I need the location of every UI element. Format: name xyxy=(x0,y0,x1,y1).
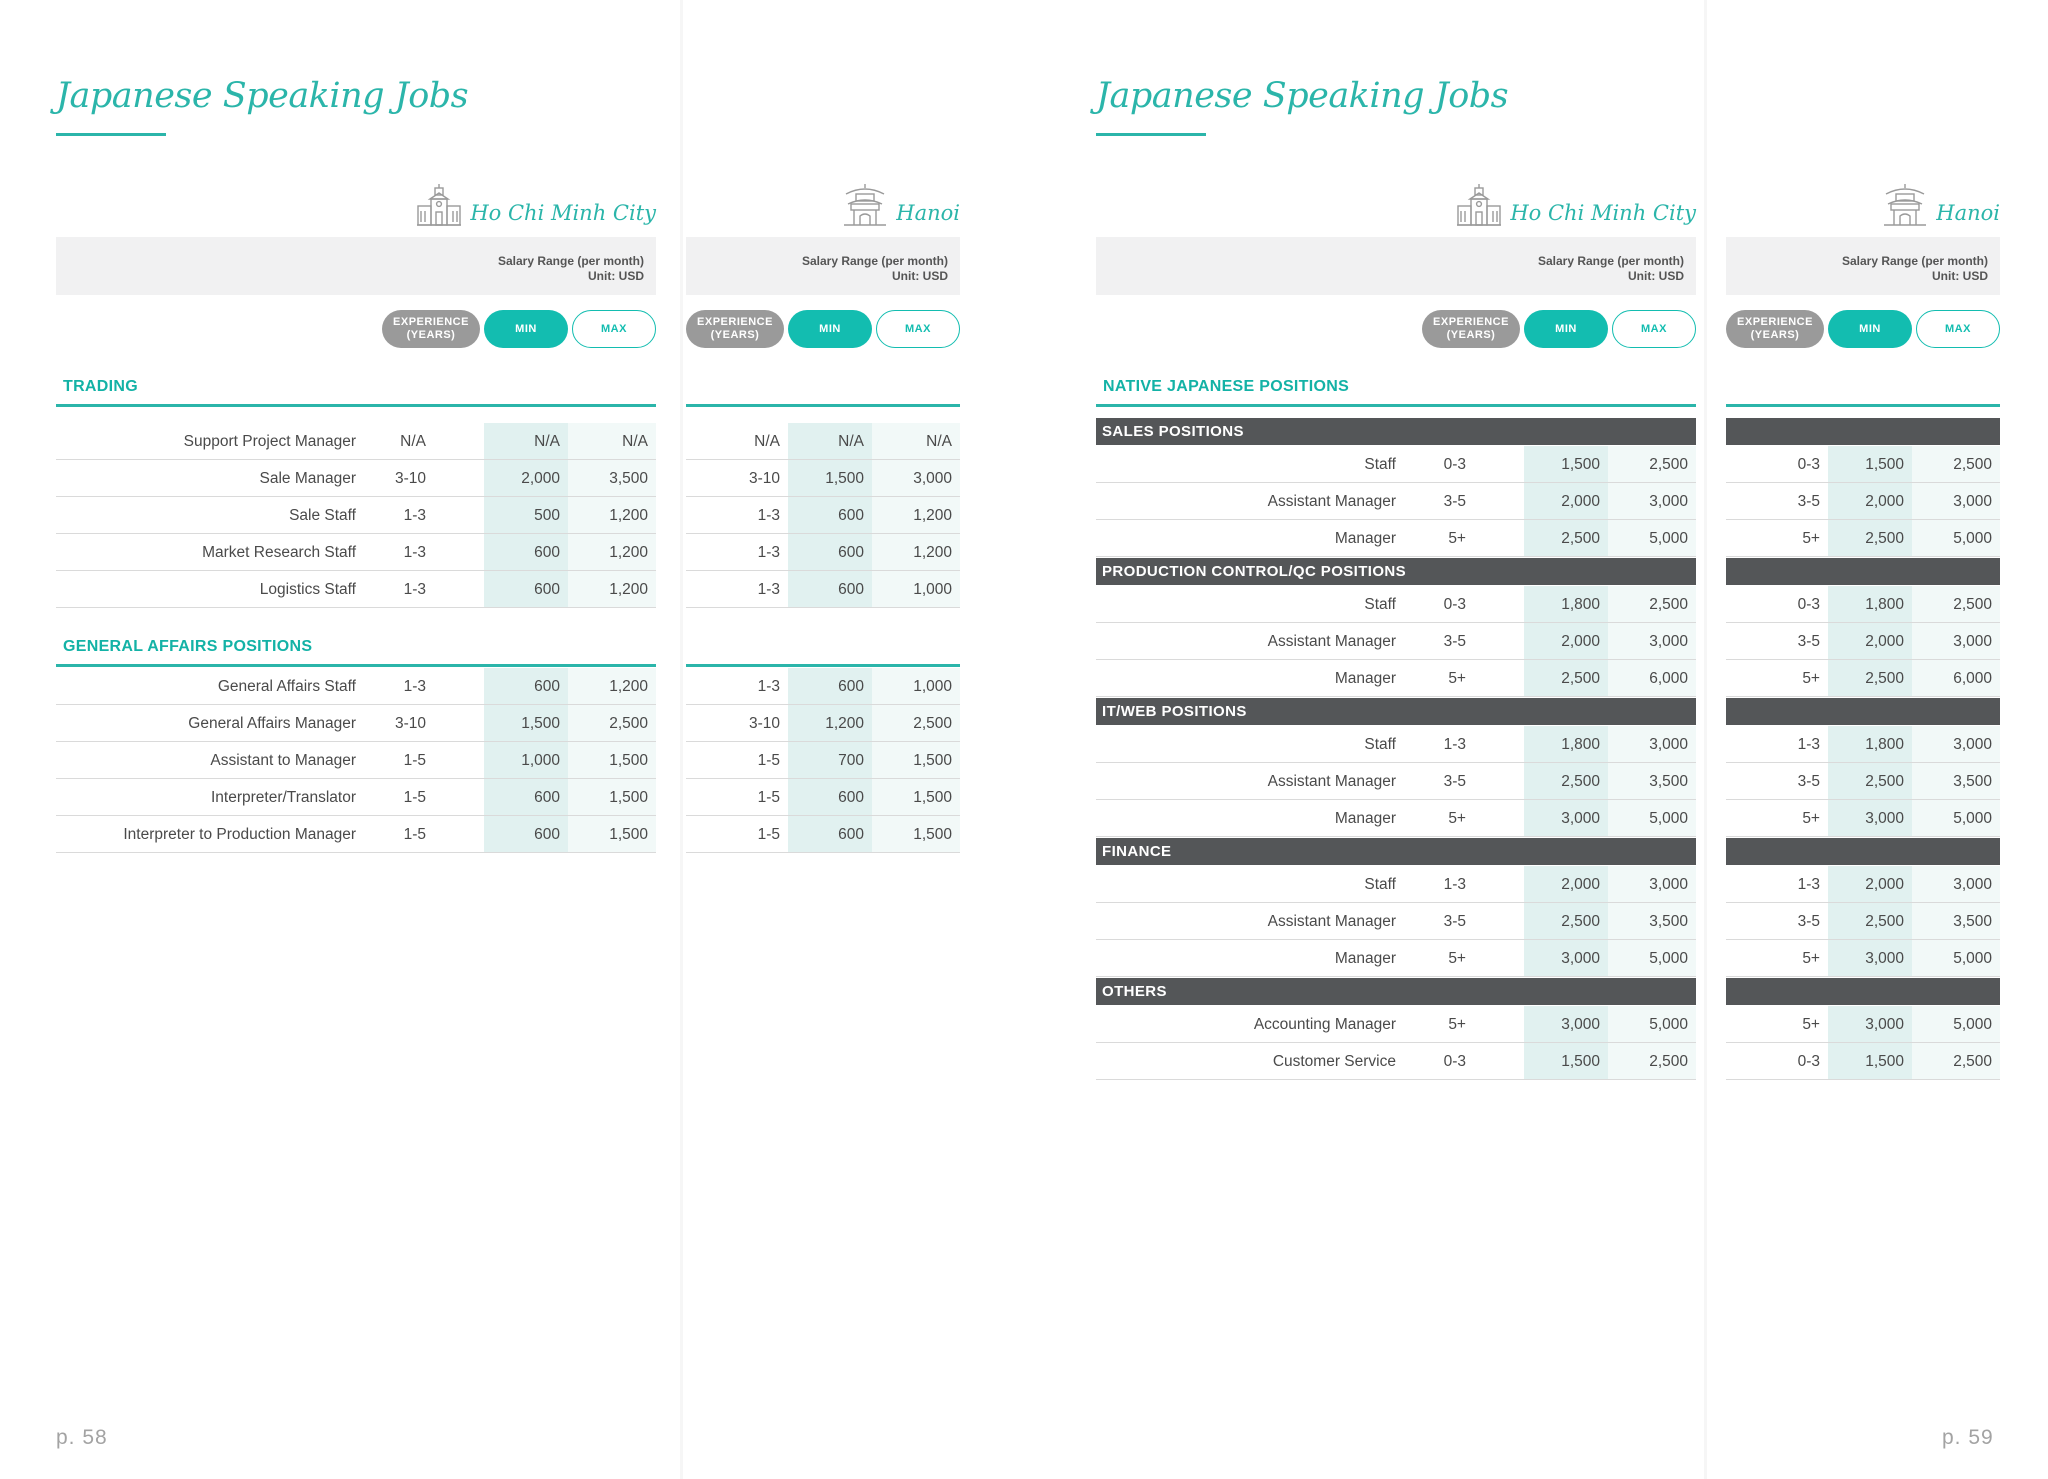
max-salary-value: 2,500 xyxy=(1608,586,1696,623)
min-salary-value: 600 xyxy=(484,534,568,571)
row-divider xyxy=(1096,556,1696,558)
position-name: Manager xyxy=(1334,810,1396,827)
experience-value: 5+ xyxy=(1448,530,1466,547)
min-salary-value: 1,500 xyxy=(484,705,568,742)
min-salary-value: 700 xyxy=(788,742,872,779)
position-name: Assistant Manager xyxy=(1267,773,1396,790)
row-divider xyxy=(686,607,960,609)
city-name-hanoi: Hanoi xyxy=(1936,201,2000,225)
section-rule xyxy=(686,404,960,407)
min-salary-value: 600 xyxy=(484,779,568,816)
table-row xyxy=(56,497,656,534)
unit-label: Unit: USD xyxy=(1628,269,1684,283)
min-salary-value: 2,000 xyxy=(1828,623,1912,660)
min-salary-value: N/A xyxy=(484,423,568,460)
position-name: General Affairs Staff xyxy=(217,678,356,695)
max-salary-value: 3,000 xyxy=(1608,726,1696,763)
hanoi-table xyxy=(686,0,960,1479)
table-row xyxy=(56,668,656,705)
min-salary-value: 3,000 xyxy=(1828,800,1912,837)
group-header-bar: IT/WEB POSITIONS xyxy=(1096,698,1696,725)
row-divider xyxy=(1726,836,2000,838)
min-salary-value: 2,000 xyxy=(1828,483,1912,520)
salary-range-header xyxy=(1726,237,2000,295)
section-rule xyxy=(56,404,656,407)
section-title: GENERAL AFFAIRS POSITIONS xyxy=(63,638,313,655)
max-salary-value: N/A xyxy=(872,423,960,460)
min-pill: MIN xyxy=(484,310,568,348)
experience-value: 1-5 xyxy=(403,826,426,843)
experience-value: 1-5 xyxy=(403,752,426,769)
max-salary-value: 2,500 xyxy=(1912,446,2000,483)
group-header-bar: FINANCE xyxy=(1096,838,1696,865)
page-title: Japanese Speaking Jobs xyxy=(1096,76,1509,116)
max-salary-value: N/A xyxy=(568,423,656,460)
position-name: Staff xyxy=(1364,456,1396,473)
experience-value: 5+ xyxy=(1448,670,1466,687)
min-salary-value: 1,800 xyxy=(1828,586,1912,623)
min-salary-value: 3,000 xyxy=(1524,940,1608,977)
table-row xyxy=(686,668,960,705)
min-pill: MIN xyxy=(788,310,872,348)
max-salary-value: 5,000 xyxy=(1608,1006,1696,1043)
table-row xyxy=(686,497,960,534)
max-salary-value: 1,200 xyxy=(872,497,960,534)
table-row xyxy=(1726,940,2000,977)
max-salary-value: 3,000 xyxy=(1912,726,2000,763)
min-salary-value: 600 xyxy=(788,534,872,571)
table-row xyxy=(1096,903,1696,940)
max-salary-value: 3,000 xyxy=(1608,483,1696,520)
experience-value: 1-5 xyxy=(757,752,780,769)
table-row xyxy=(1726,623,2000,660)
table-row xyxy=(1096,726,1696,763)
group-header-bar: PRODUCTION CONTROL/QC POSITIONS xyxy=(1096,558,1696,585)
table-row xyxy=(686,534,960,571)
section-rule xyxy=(56,664,656,667)
page-gutter xyxy=(680,0,683,1479)
table-row xyxy=(1096,866,1696,903)
max-salary-value: 5,000 xyxy=(1912,940,2000,977)
section-rule xyxy=(686,664,960,667)
max-salary-value: 3,500 xyxy=(1912,903,2000,940)
min-salary-value: 600 xyxy=(788,668,872,705)
experience-value: 1-3 xyxy=(757,544,780,561)
experience-value: 3-5 xyxy=(1443,773,1466,790)
row-divider xyxy=(56,607,656,609)
max-salary-value: 2,500 xyxy=(872,705,960,742)
experience-pill: EXPERIENCE (YEARS) xyxy=(382,310,480,348)
table-row xyxy=(1096,520,1696,557)
experience-value: 1-3 xyxy=(403,544,426,561)
table-row xyxy=(1096,1006,1696,1043)
experience-value: 0-3 xyxy=(1797,1053,1820,1070)
min-salary-value: 3,000 xyxy=(1524,1006,1608,1043)
experience-value: 1-3 xyxy=(403,507,426,524)
table-row xyxy=(1726,586,2000,623)
table-row xyxy=(1096,660,1696,697)
max-salary-value: 5,000 xyxy=(1912,800,2000,837)
experience-value: 3-5 xyxy=(1797,633,1820,650)
table-row xyxy=(686,423,960,460)
max-salary-value: 3,500 xyxy=(568,460,656,497)
min-salary-value: 600 xyxy=(788,779,872,816)
experience-value: 1-3 xyxy=(1797,736,1820,753)
experience-value: 1-3 xyxy=(757,678,780,695)
salary-range-header xyxy=(686,237,960,295)
table-row xyxy=(56,460,656,497)
unit-label: Unit: USD xyxy=(1932,269,1988,283)
min-salary-value: 1,800 xyxy=(1524,586,1608,623)
table-row xyxy=(686,705,960,742)
min-salary-value: 3,000 xyxy=(1828,940,1912,977)
page-number: p. 58 xyxy=(56,1426,108,1449)
experience-value: 5+ xyxy=(1448,950,1466,967)
row-divider xyxy=(56,852,656,854)
experience-value: N/A xyxy=(400,433,426,450)
min-salary-value: 600 xyxy=(484,668,568,705)
experience-value: 5+ xyxy=(1802,530,1820,547)
city-hall-icon xyxy=(1456,182,1502,228)
table-row xyxy=(1726,446,2000,483)
max-salary-value: 1,000 xyxy=(872,668,960,705)
max-salary-value: 1,200 xyxy=(568,571,656,608)
page-gutter xyxy=(1704,0,1707,1479)
min-salary-value: 2,500 xyxy=(1828,903,1912,940)
position-name: Manager xyxy=(1334,670,1396,687)
min-salary-value: 600 xyxy=(484,571,568,608)
max-salary-value: 3,500 xyxy=(1608,763,1696,800)
page-title: Japanese Speaking Jobs xyxy=(56,76,469,116)
row-divider xyxy=(1726,1079,2000,1081)
table-row xyxy=(686,571,960,608)
min-salary-value: 2,500 xyxy=(1524,763,1608,800)
group-header-bar: OTHERS xyxy=(1096,978,1696,1005)
hanoi-table xyxy=(1726,0,2000,1479)
city-header-hanoi xyxy=(1882,180,2000,228)
table-row xyxy=(686,816,960,853)
max-salary-value: 1,500 xyxy=(872,816,960,853)
max-salary-value: 1,200 xyxy=(568,668,656,705)
max-salary-value: 3,000 xyxy=(872,460,960,497)
row-divider xyxy=(1726,696,2000,698)
table-row xyxy=(1096,623,1696,660)
table-row xyxy=(1096,1043,1696,1080)
position-name: Customer Service xyxy=(1272,1053,1396,1070)
section-rule xyxy=(1096,404,1696,407)
experience-value: 5+ xyxy=(1802,670,1820,687)
table-row xyxy=(1726,483,2000,520)
max-salary-value: 1,200 xyxy=(568,497,656,534)
table-row xyxy=(56,534,656,571)
max-salary-value: 2,500 xyxy=(1912,1043,2000,1080)
position-name: Assistant Manager xyxy=(1267,493,1396,510)
group-header-bar xyxy=(1726,838,2000,865)
table-row xyxy=(686,460,960,497)
max-salary-value: 3,000 xyxy=(1912,623,2000,660)
row-divider xyxy=(1096,976,1696,978)
position-name: Assistant to Manager xyxy=(210,752,356,769)
row-divider xyxy=(1726,556,2000,558)
position-name: Staff xyxy=(1364,876,1396,893)
min-salary-value: 1,500 xyxy=(1524,1043,1608,1080)
position-name: Sale Staff xyxy=(289,507,356,524)
max-salary-value: 5,000 xyxy=(1912,1006,2000,1043)
table-row xyxy=(1726,726,2000,763)
max-salary-value: 5,000 xyxy=(1608,800,1696,837)
salary-range-label: Salary Range (per month) xyxy=(1841,254,1988,268)
section-rule xyxy=(1726,404,2000,407)
table-row xyxy=(1726,866,2000,903)
table-row xyxy=(1726,903,2000,940)
min-salary-value: 2,000 xyxy=(1524,483,1608,520)
experience-value: 3-5 xyxy=(1797,773,1820,790)
min-salary-value: 2,500 xyxy=(1828,763,1912,800)
experience-pill: EXPERIENCE (YEARS) xyxy=(1726,310,1824,348)
table-row xyxy=(1726,1006,2000,1043)
experience-value: 1-3 xyxy=(403,581,426,598)
min-salary-value: 1,200 xyxy=(788,705,872,742)
experience-value: 1-3 xyxy=(757,507,780,524)
table-row xyxy=(686,742,960,779)
table-row xyxy=(56,423,656,460)
city-header-hcm xyxy=(1456,180,1696,228)
min-salary-value: 2,000 xyxy=(1524,623,1608,660)
min-salary-value: 600 xyxy=(484,816,568,853)
experience-value: 5+ xyxy=(1448,1016,1466,1033)
position-name: Interpreter/Translator xyxy=(210,789,356,806)
position-name: Manager xyxy=(1334,530,1396,547)
max-pill: MAX xyxy=(572,310,656,348)
experience-pill: EXPERIENCE (YEARS) xyxy=(1422,310,1520,348)
table-row xyxy=(1096,763,1696,800)
min-pill: MIN xyxy=(1524,310,1608,348)
city-name-hanoi: Hanoi xyxy=(896,201,960,225)
experience-pill: EXPERIENCE (YEARS) xyxy=(686,310,784,348)
position-name: Logistics Staff xyxy=(259,581,356,598)
table-row xyxy=(1726,763,2000,800)
max-salary-value: 1,500 xyxy=(568,779,656,816)
table-row xyxy=(56,571,656,608)
table-row xyxy=(56,816,656,853)
row-divider xyxy=(1726,976,2000,978)
position-name: Support Project Manager xyxy=(183,433,356,450)
experience-value: 3-10 xyxy=(394,470,426,487)
experience-value: 1-3 xyxy=(403,678,426,695)
experience-value: 1-5 xyxy=(757,826,780,843)
max-salary-value: 1,500 xyxy=(872,742,960,779)
experience-value: 3-10 xyxy=(748,715,780,732)
min-salary-value: 600 xyxy=(788,816,872,853)
min-salary-value: 600 xyxy=(788,571,872,608)
hcm-table xyxy=(56,0,656,1479)
position-name: Staff xyxy=(1364,596,1396,613)
group-header-bar xyxy=(1726,558,2000,585)
table-row xyxy=(1726,1043,2000,1080)
hcm-table xyxy=(1096,0,1696,1479)
position-name: Assistant Manager xyxy=(1267,913,1396,930)
page-number: p. 59 xyxy=(1942,1426,1994,1449)
row-divider xyxy=(1096,836,1696,838)
experience-value: 3-10 xyxy=(394,715,426,732)
row-divider xyxy=(686,852,960,854)
experience-value: 0-3 xyxy=(1797,456,1820,473)
experience-value: 1-5 xyxy=(403,789,426,806)
city-header-hanoi xyxy=(842,180,960,228)
group-header-bar: SALES POSITIONS xyxy=(1096,418,1696,445)
experience-value: 3-5 xyxy=(1443,493,1466,510)
min-salary-value: 2,500 xyxy=(1524,520,1608,557)
salary-range-label: Salary Range (per month) xyxy=(497,254,644,268)
row-divider xyxy=(1096,696,1696,698)
table-row xyxy=(56,742,656,779)
position-name: Manager xyxy=(1334,950,1396,967)
experience-value: 1-5 xyxy=(757,789,780,806)
max-salary-value: 3,000 xyxy=(1608,866,1696,903)
city-hall-icon xyxy=(416,182,462,228)
min-salary-value: 500 xyxy=(484,497,568,534)
max-salary-value: 5,000 xyxy=(1912,520,2000,557)
salary-range-label: Salary Range (per month) xyxy=(1537,254,1684,268)
table-row xyxy=(1096,446,1696,483)
table-row xyxy=(1096,940,1696,977)
max-salary-value: 1,500 xyxy=(568,816,656,853)
max-salary-value: 1,200 xyxy=(872,534,960,571)
experience-value: 3-5 xyxy=(1443,913,1466,930)
min-salary-value: 3,000 xyxy=(1828,1006,1912,1043)
experience-value: 3-5 xyxy=(1797,913,1820,930)
table-row xyxy=(1096,586,1696,623)
min-salary-value: 1,500 xyxy=(1524,446,1608,483)
max-salary-value: 3,000 xyxy=(1912,866,2000,903)
max-salary-value: 3,000 xyxy=(1912,483,2000,520)
table-row xyxy=(1726,660,2000,697)
max-pill: MAX xyxy=(1916,310,2000,348)
min-salary-value: 2,500 xyxy=(1524,903,1608,940)
experience-value: 5+ xyxy=(1802,1016,1820,1033)
max-salary-value: 1,500 xyxy=(872,779,960,816)
max-salary-value: 5,000 xyxy=(1608,940,1696,977)
max-salary-value: 6,000 xyxy=(1608,660,1696,697)
position-name: Staff xyxy=(1364,736,1396,753)
section-title: TRADING xyxy=(63,378,138,395)
experience-value: 1-3 xyxy=(1797,876,1820,893)
max-salary-value: 2,500 xyxy=(1912,586,2000,623)
experience-value: 1-3 xyxy=(1443,736,1466,753)
experience-value: 0-3 xyxy=(1443,596,1466,613)
max-salary-value: 2,500 xyxy=(568,705,656,742)
position-name: Sale Manager xyxy=(259,470,356,487)
experience-value: N/A xyxy=(754,433,780,450)
group-header-bar xyxy=(1726,698,2000,725)
group-header-bar xyxy=(1726,978,2000,1005)
table-row xyxy=(56,705,656,742)
experience-value: 5+ xyxy=(1802,950,1820,967)
position-name: Market Research Staff xyxy=(202,544,356,561)
min-salary-value: 2,500 xyxy=(1524,660,1608,697)
min-salary-value: 2,000 xyxy=(1828,866,1912,903)
salary-range-header xyxy=(1096,237,1696,295)
table-row xyxy=(1726,800,2000,837)
salary-range-label: Salary Range (per month) xyxy=(801,254,948,268)
max-salary-value: 5,000 xyxy=(1608,520,1696,557)
table-row xyxy=(686,779,960,816)
max-salary-value: 1,000 xyxy=(872,571,960,608)
max-salary-value: 6,000 xyxy=(1912,660,2000,697)
experience-value: 1-3 xyxy=(757,581,780,598)
position-name: General Affairs Manager xyxy=(188,715,356,732)
min-salary-value: 1,800 xyxy=(1828,726,1912,763)
experience-value: 3-5 xyxy=(1443,633,1466,650)
max-salary-value: 3,000 xyxy=(1608,623,1696,660)
min-salary-value: 2,500 xyxy=(1828,660,1912,697)
max-salary-value: 1,500 xyxy=(568,742,656,779)
salary-range-header xyxy=(56,237,656,295)
city-name-hcm: Ho Chi Minh City xyxy=(470,201,656,225)
min-salary-value: 2,000 xyxy=(1524,866,1608,903)
table-row xyxy=(56,779,656,816)
max-salary-value: 1,200 xyxy=(568,534,656,571)
max-salary-value: 2,500 xyxy=(1608,446,1696,483)
city-header-hcm xyxy=(416,180,656,228)
min-salary-value: N/A xyxy=(788,423,872,460)
max-pill: MAX xyxy=(1612,310,1696,348)
pagoda-gate-icon xyxy=(842,182,888,228)
experience-value: 0-3 xyxy=(1443,456,1466,473)
min-salary-value: 2,000 xyxy=(484,460,568,497)
unit-label: Unit: USD xyxy=(588,269,644,283)
min-salary-value: 1,500 xyxy=(1828,1043,1912,1080)
position-name: Accounting Manager xyxy=(1253,1016,1396,1033)
max-salary-value: 2,500 xyxy=(1608,1043,1696,1080)
city-name-hcm: Ho Chi Minh City xyxy=(1510,201,1696,225)
min-salary-value: 1,500 xyxy=(1828,446,1912,483)
row-divider xyxy=(1096,1079,1696,1081)
experience-value: 5+ xyxy=(1448,810,1466,827)
experience-value: 1-3 xyxy=(1443,876,1466,893)
min-salary-value: 600 xyxy=(788,497,872,534)
pagoda-gate-icon xyxy=(1882,182,1928,228)
position-name: Interpreter to Production Manager xyxy=(123,826,356,843)
table-row xyxy=(1726,520,2000,557)
max-pill: MAX xyxy=(876,310,960,348)
min-salary-value: 3,000 xyxy=(1524,800,1608,837)
group-header-bar xyxy=(1726,418,2000,445)
min-salary-value: 1,500 xyxy=(788,460,872,497)
min-pill: MIN xyxy=(1828,310,1912,348)
section-title: NATIVE JAPANESE POSITIONS xyxy=(1103,378,1350,395)
min-salary-value: 2,500 xyxy=(1828,520,1912,557)
table-row xyxy=(1096,483,1696,520)
max-salary-value: 3,500 xyxy=(1912,763,2000,800)
table-row xyxy=(1096,800,1696,837)
unit-label: Unit: USD xyxy=(892,269,948,283)
experience-value: 0-3 xyxy=(1797,596,1820,613)
experience-value: 3-10 xyxy=(748,470,780,487)
page-59 xyxy=(1024,0,2048,1479)
experience-value: 5+ xyxy=(1802,810,1820,827)
position-name: Assistant Manager xyxy=(1267,633,1396,650)
experience-value: 0-3 xyxy=(1443,1053,1466,1070)
min-salary-value: 1,000 xyxy=(484,742,568,779)
max-salary-value: 3,500 xyxy=(1608,903,1696,940)
min-salary-value: 1,800 xyxy=(1524,726,1608,763)
experience-value: 3-5 xyxy=(1797,493,1820,510)
